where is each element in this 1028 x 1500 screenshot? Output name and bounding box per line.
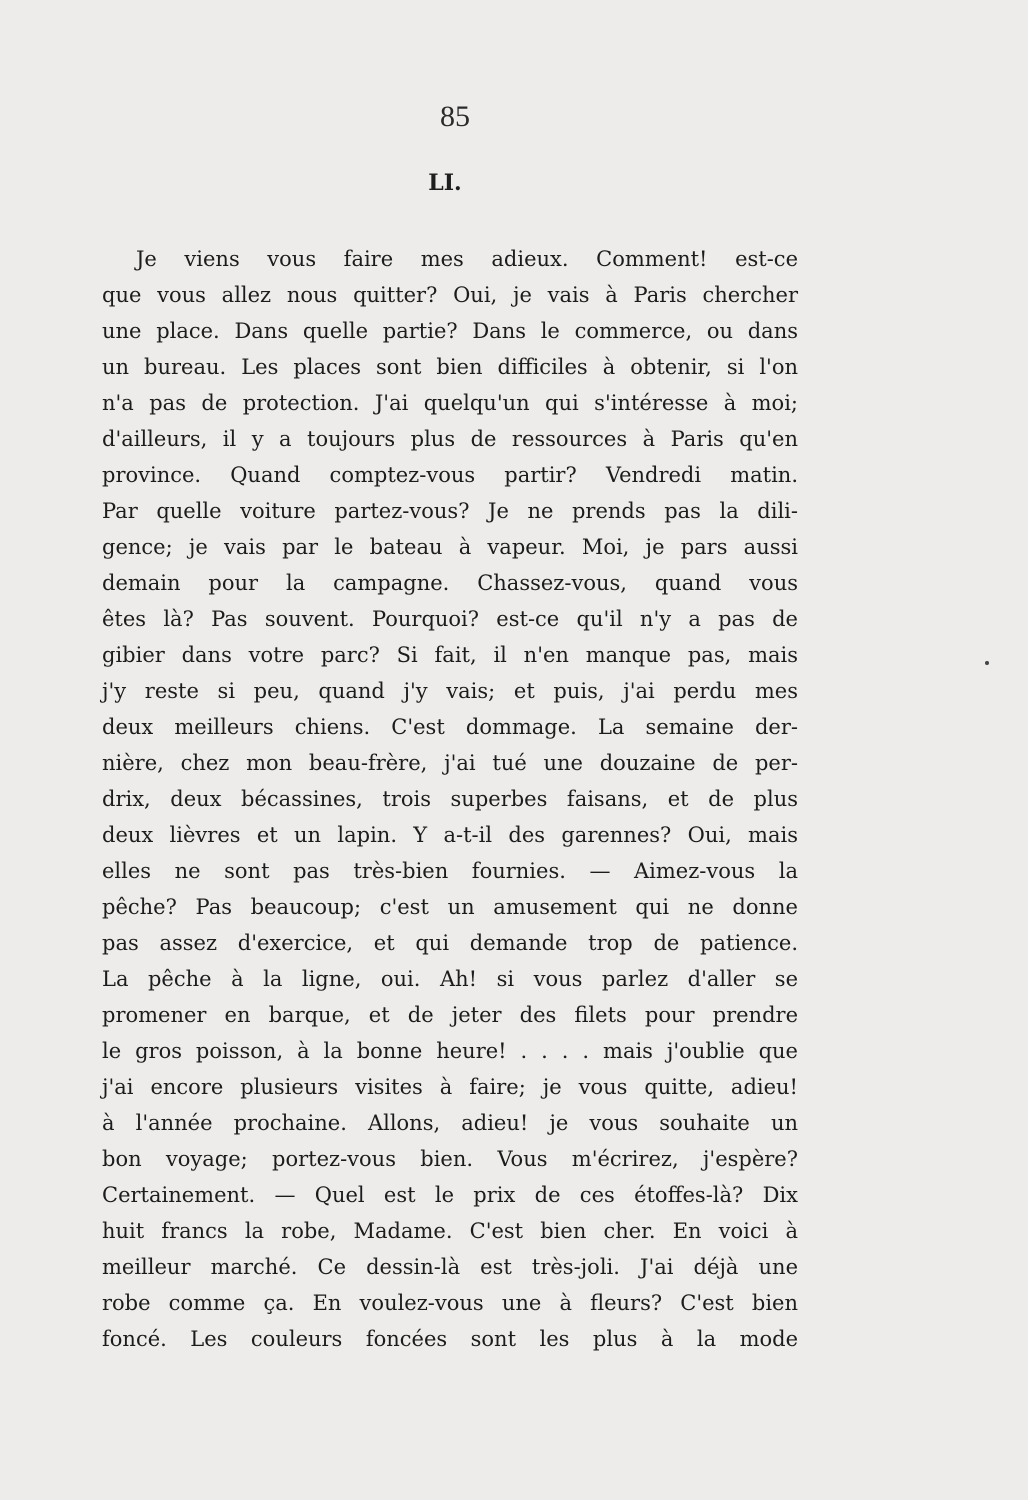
text-line: nière, chez mon beau-frère, j'ai tué une douzaine de per- [102, 751, 798, 775]
text-line: pas assez d'exercice, et qui demande trop de patience. [102, 931, 798, 955]
text-line: La pêche à la ligne, oui. Ah! si vous parlez d'aller se [102, 967, 798, 991]
text-line: le gros poisson, à la bonne heure! . . . . mais j'oublie que [102, 1039, 798, 1063]
text-line: meilleur marché. Ce dessin-là est très-joli. J'ai déjà une [102, 1255, 798, 1279]
text-line: Par quelle voiture partez-vous? Je ne prends pas la dili- [102, 499, 798, 523]
text-line: drix, deux bécassines, trois superbes faisans, et de plus [102, 787, 798, 811]
text-line: deux lièvres et un lapin. Y a-t-il des garennes? Oui, mais [102, 823, 798, 847]
text-line: à l'année prochaine. Allons, adieu! je vous souhaite un [102, 1111, 798, 1135]
text-line: bon voyage; portez-vous bien. Vous m'écrirez, j'espère? [102, 1147, 798, 1171]
text-line: deux meilleurs chiens. C'est dommage. La semaine der- [102, 715, 798, 739]
text-line: n'a pas de protection. J'ai quelqu'un qui s'intéresse à moi; [102, 391, 798, 415]
text-line: gence; je vais par le bateau à vapeur. Moi, je pars aussi [102, 535, 798, 559]
text-line: promener en barque, et de jeter des filets pour prendre [102, 1003, 798, 1027]
page-number: 85 [440, 100, 470, 133]
text-line: huit francs la robe, Madame. C'est bien cher. En voici à [102, 1219, 798, 1243]
section-heading: LI. [428, 170, 462, 196]
text-line: Je viens vous faire mes adieux. Comment! est-ce [136, 247, 798, 271]
text-line: j'y reste si peu, quand j'y vais; et puis, j'ai perdu mes [102, 679, 798, 703]
text-line: une place. Dans quelle partie? Dans le commerce, ou dans [102, 319, 798, 343]
ink-speck [985, 661, 989, 665]
text-line: gibier dans votre parc? Si fait, il n'en manque pas, mais [102, 643, 798, 667]
text-line: que vous allez nous quitter? Oui, je vais à Paris chercher [102, 283, 798, 307]
text-line: pêche? Pas beaucoup; c'est un amusement qui ne donne [102, 895, 798, 919]
text-line: j'ai encore plusieurs visites à faire; je vous quitte, adieu! [102, 1075, 798, 1099]
body-text [102, 241, 798, 1357]
text-line: province. Quand comptez-vous partir? Vendredi matin. [102, 463, 798, 487]
text-line: un bureau. Les places sont bien difficiles à obtenir, si l'on [102, 355, 798, 379]
text-line: êtes là? Pas souvent. Pourquoi? est-ce qu'il n'y a pas de [102, 607, 798, 631]
text-line: d'ailleurs, il y a toujours plus de ressources à Paris qu'en [102, 427, 798, 451]
text-line: elles ne sont pas très-bien fournies. — Aimez-vous la [102, 859, 798, 883]
text-line: demain pour la campagne. Chassez-vous, quand vous [102, 571, 798, 595]
text-line: Certainement. — Quel est le prix de ces étoffes-là? Dix [102, 1183, 798, 1207]
text-line: robe comme ça. En voulez-vous une à fleurs? C'est bien [102, 1291, 798, 1315]
text-line: foncé. Les couleurs foncées sont les plus à la mode [102, 1327, 798, 1351]
